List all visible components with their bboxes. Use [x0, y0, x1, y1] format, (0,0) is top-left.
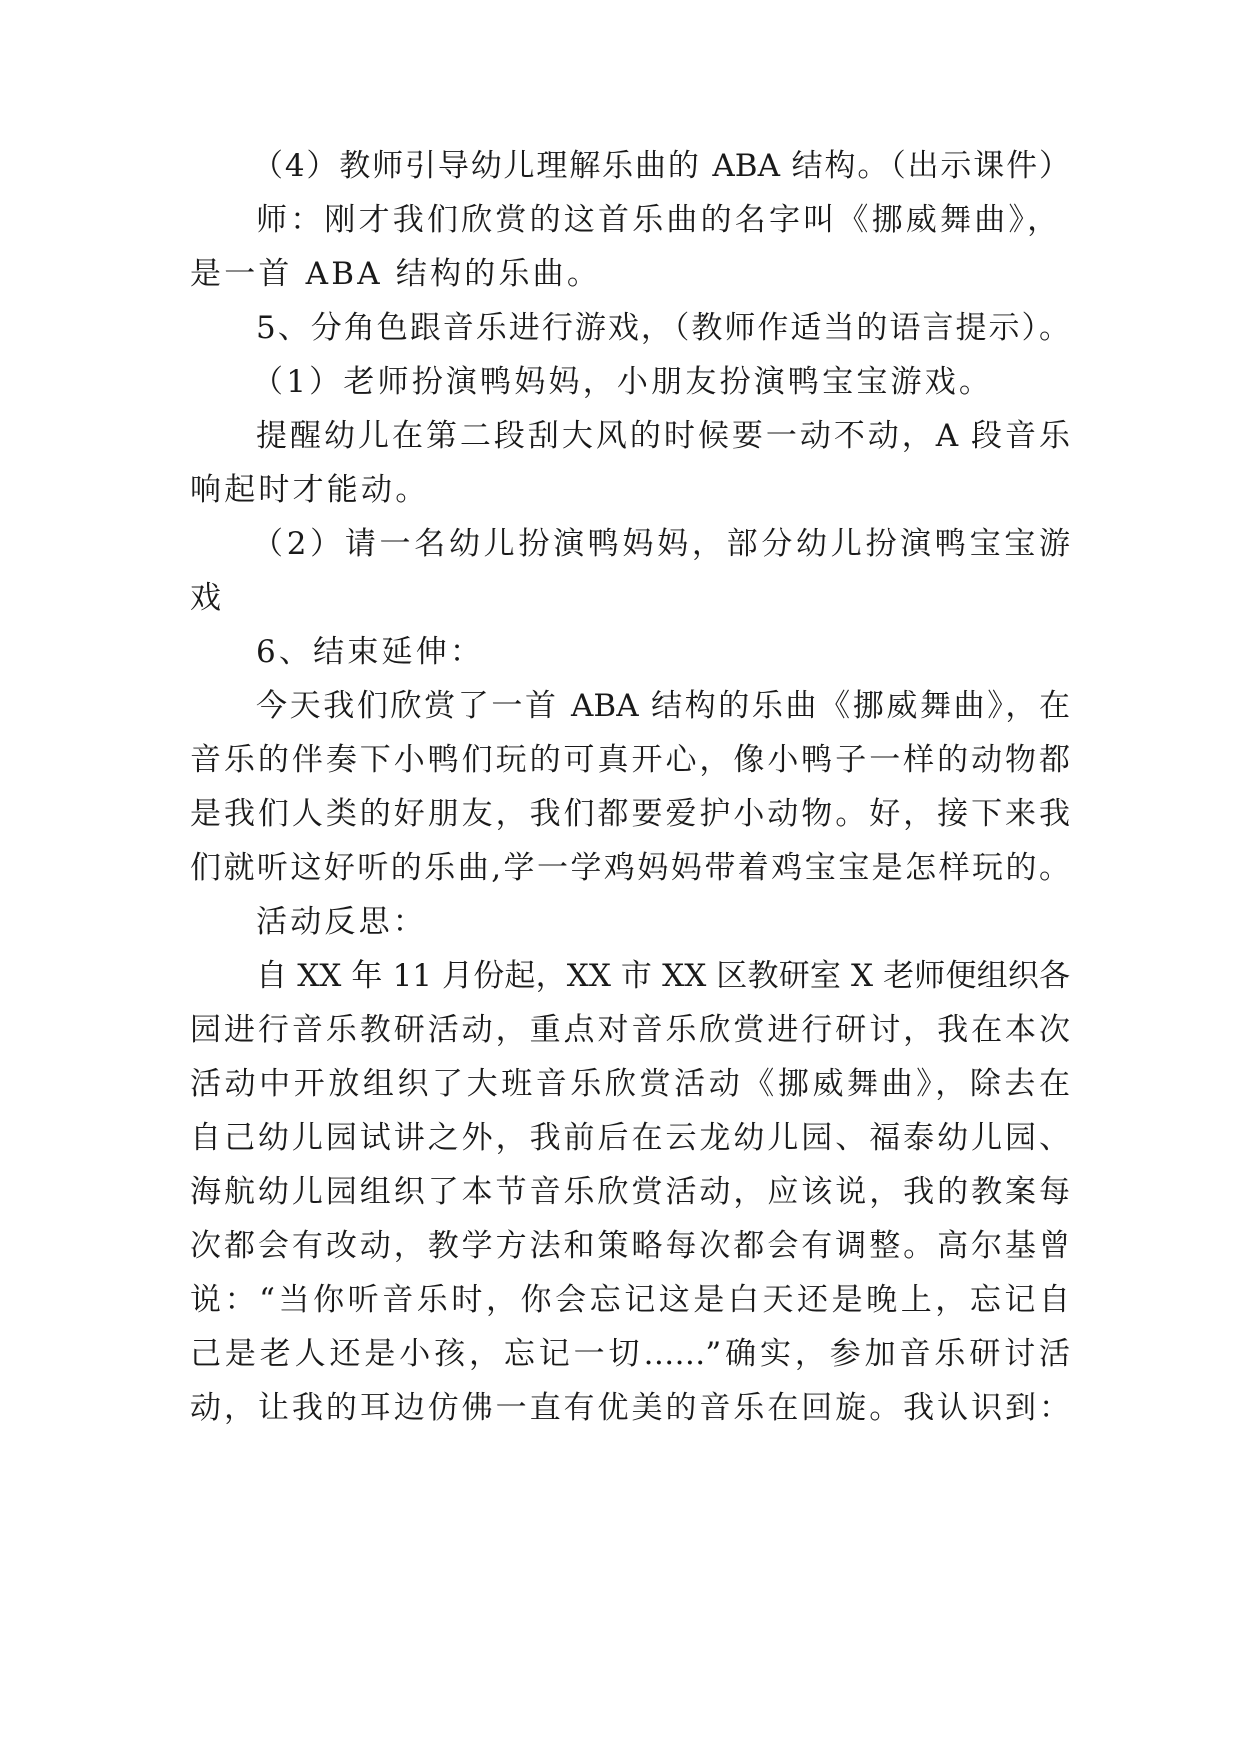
body-line: 园进行音乐教研活动，重点对音乐欣赏进行研讨，我在本次 [190, 1012, 1070, 1048]
body-line: （2）请一名幼儿扮演鸭妈妈，部分幼儿扮演鸭宝宝游 [252, 526, 1070, 562]
body-line: 自己幼儿园试讲之外，我前后在云龙幼儿园、福泰幼儿园、 [190, 1120, 1070, 1156]
body-line: 响起时才能动。 [190, 472, 430, 508]
body-line: 们就听这好听的乐曲,学一学鸡妈妈带着鸡宝宝是怎样玩的。 [190, 850, 1070, 886]
body-line: （4）教师引导幼儿理解乐曲的 ABA 结构。（出示课件） [252, 148, 1070, 184]
section-heading: 6、结束延伸： [256, 634, 485, 670]
body-line: 自 XX 年 11 月份起，XX 市 XX 区教研室 X 老师便组织各 [256, 958, 1070, 994]
body-line: 动，让我的耳边仿佛一直有优美的音乐在回旋。我认识到： [190, 1390, 1070, 1426]
body-line: 次都会有改动，教学方法和策略每次都会有调整。高尔基曾 [190, 1228, 1070, 1264]
body-line: 己是老人还是小孩，忘记一切……”确实，参加音乐研讨活 [190, 1336, 1070, 1372]
body-line: 提醒幼儿在第二段刮大风的时候要一动不动，A 段音乐 [256, 418, 1070, 454]
body-line: 5、分角色跟音乐进行游戏，（教师作适当的语言提示）。 [256, 310, 1070, 346]
body-line: 海航幼儿园组织了本节音乐欣赏活动，应该说，我的教案每 [190, 1174, 1070, 1210]
body-line: 音乐的伴奏下小鸭们玩的可真开心，像小鸭子一样的动物都 [190, 742, 1070, 778]
body-line: 今天我们欣赏了一首 ABA 结构的乐曲《挪威舞曲》，在 [256, 688, 1070, 724]
body-line: 是一首 ABA 结构的乐曲。 [190, 256, 602, 292]
body-line: 是我们人类的好朋友，我们都要爱护小动物。好，接下来我 [190, 796, 1070, 832]
body-line: 戏 [190, 580, 225, 616]
section-heading: 活动反思： [256, 904, 427, 940]
body-line: 说：“当你听音乐时，你会忘记这是白天还是晚上，忘记自 [190, 1282, 1070, 1318]
body-line: （1）老师扮演鸭妈妈，小朋友扮演鸭宝宝游戏。 [252, 364, 994, 400]
body-line: 师：刚才我们欣赏的这首乐曲的名字叫《挪威舞曲》， [256, 202, 1062, 238]
body-line: 活动中开放组织了大班音乐欣赏活动《挪威舞曲》，除去在 [190, 1066, 1070, 1102]
